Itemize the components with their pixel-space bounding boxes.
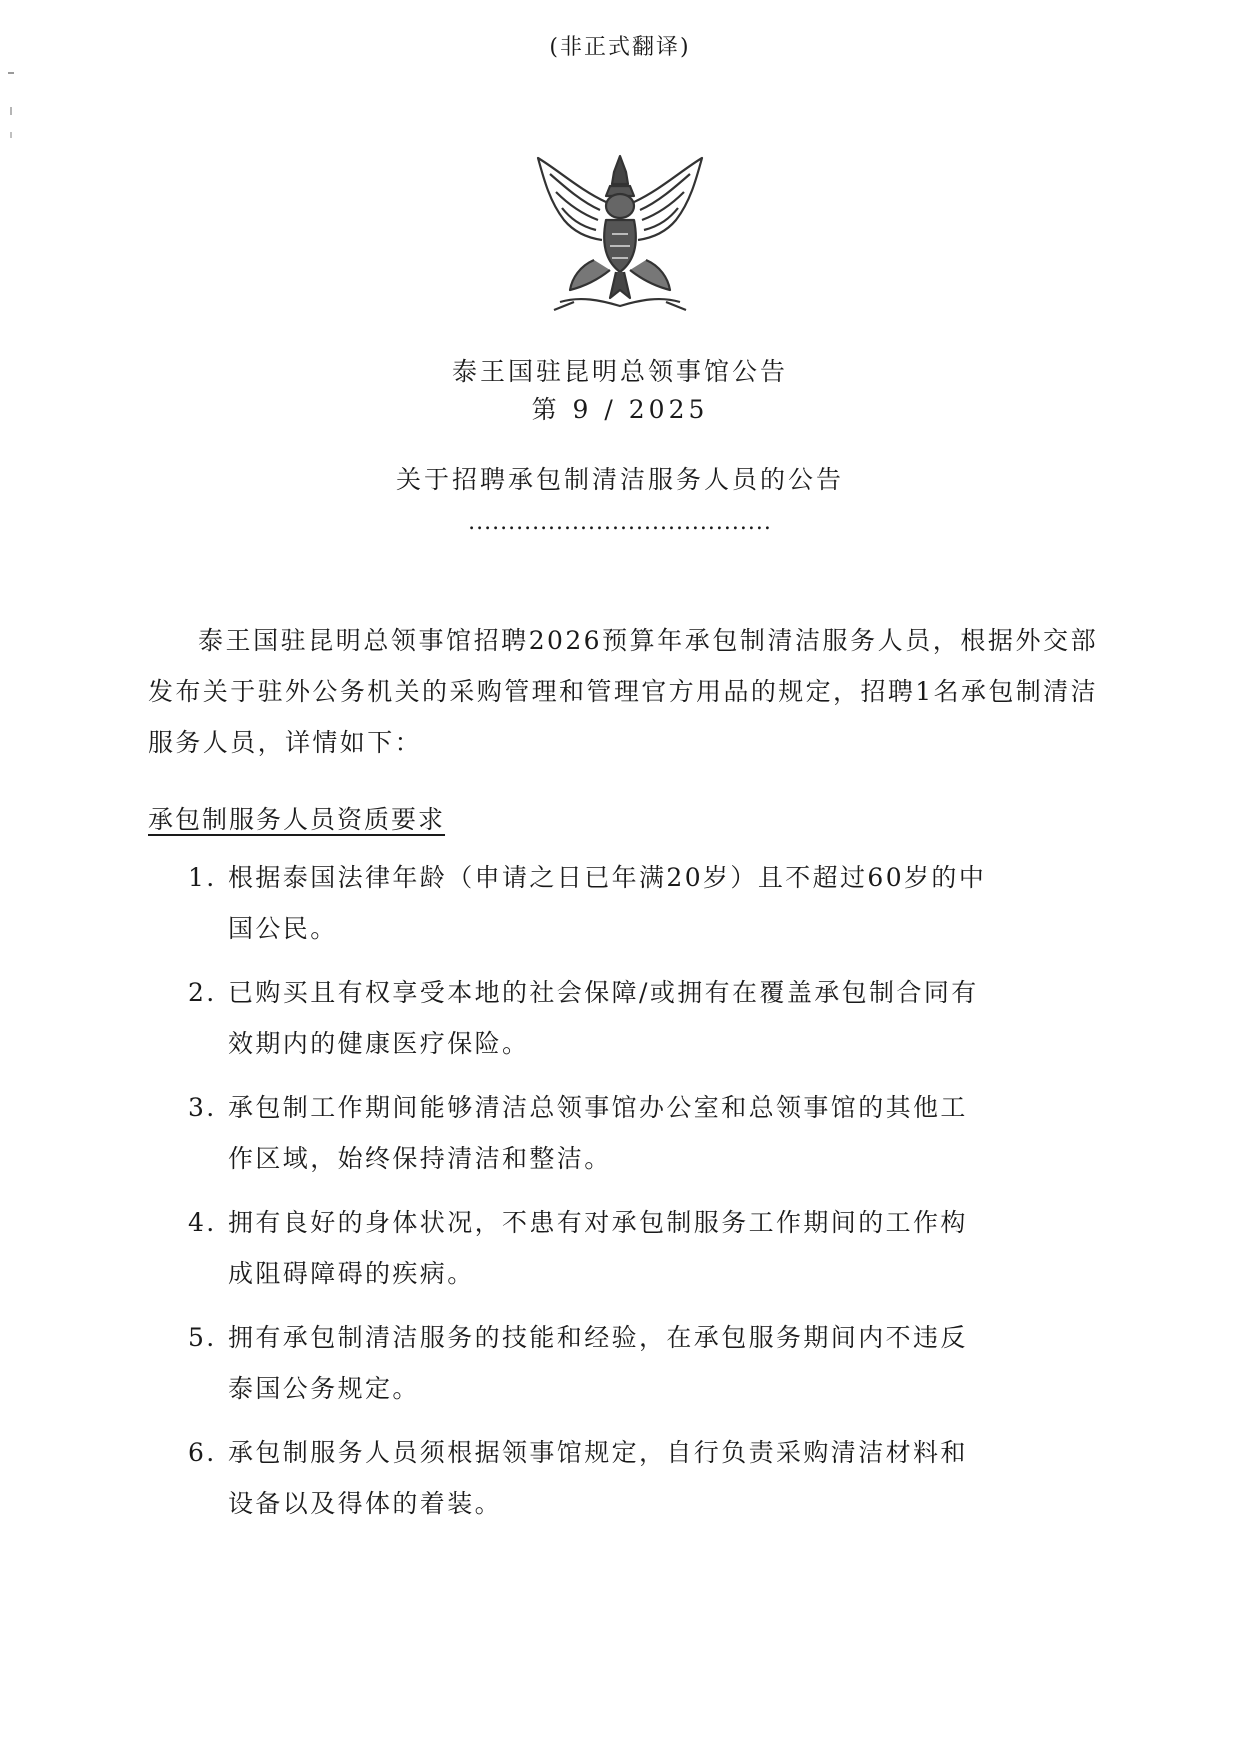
item-number: 1. bbox=[188, 863, 217, 892]
announcement-number: 第 9 / 2025 bbox=[531, 395, 709, 424]
list-item bbox=[188, 1197, 988, 1299]
list-item bbox=[188, 852, 988, 954]
list-item bbox=[188, 1312, 988, 1414]
scan-margin-marks bbox=[6, 72, 16, 162]
item-text: 根据泰国法律年龄（申请之日已年满20岁）且不超过60岁的中国公民。 bbox=[228, 863, 987, 943]
item-number: 5. bbox=[188, 1323, 217, 1352]
requirements-list bbox=[188, 852, 988, 1542]
list-item bbox=[188, 967, 988, 1069]
list-item bbox=[188, 1427, 988, 1529]
item-number: 2. bbox=[188, 978, 217, 1007]
announcement-issuer: 泰王国驻昆明总领事馆公告 bbox=[451, 357, 788, 386]
list-item bbox=[188, 1082, 988, 1184]
announcement-title: 关于招聘承包制清洁服务人员的公告 bbox=[395, 465, 844, 494]
intro-paragraph: 泰王国驻昆明总领事馆招聘2026预算年承包制清洁服务人员，根据外交部发布关于驻外公务机关的采购管理和管理官方用品的规定，招聘1名承包制清洁服务人员，详情如下： bbox=[148, 626, 1098, 757]
item-number: 3. bbox=[188, 1093, 217, 1122]
garuda-emblem-icon bbox=[530, 150, 710, 320]
section-heading-qualifications: 承包制服务人员资质要求 bbox=[148, 805, 446, 834]
item-number: 4. bbox=[188, 1208, 217, 1237]
item-text: 拥有良好的身体状况，不患有对承包制服务工作期间的工作构成阻碍障碍的疾病。 bbox=[228, 1208, 968, 1288]
item-number: 6. bbox=[188, 1438, 217, 1467]
item-text: 已购买且有权享受本地的社会保障/或拥有在覆盖承包制合同有效期内的健康医疗保险。 bbox=[228, 978, 979, 1058]
item-text: 承包制工作期间能够清洁总领事馆办公室和总领事馆的其他工作区域，始终保持清洁和整洁。 bbox=[228, 1093, 968, 1173]
dotted-separator: ...................................... bbox=[468, 510, 772, 535]
item-text: 承包制服务人员须根据领事馆规定，自行负责采购清洁材料和设备以及得体的着装。 bbox=[228, 1438, 968, 1518]
item-text: 拥有承包制清洁服务的技能和经验，在承包服务期间内不违反泰国公务规定。 bbox=[228, 1323, 968, 1403]
unofficial-translation-note: (非正式翻译) bbox=[549, 35, 691, 60]
